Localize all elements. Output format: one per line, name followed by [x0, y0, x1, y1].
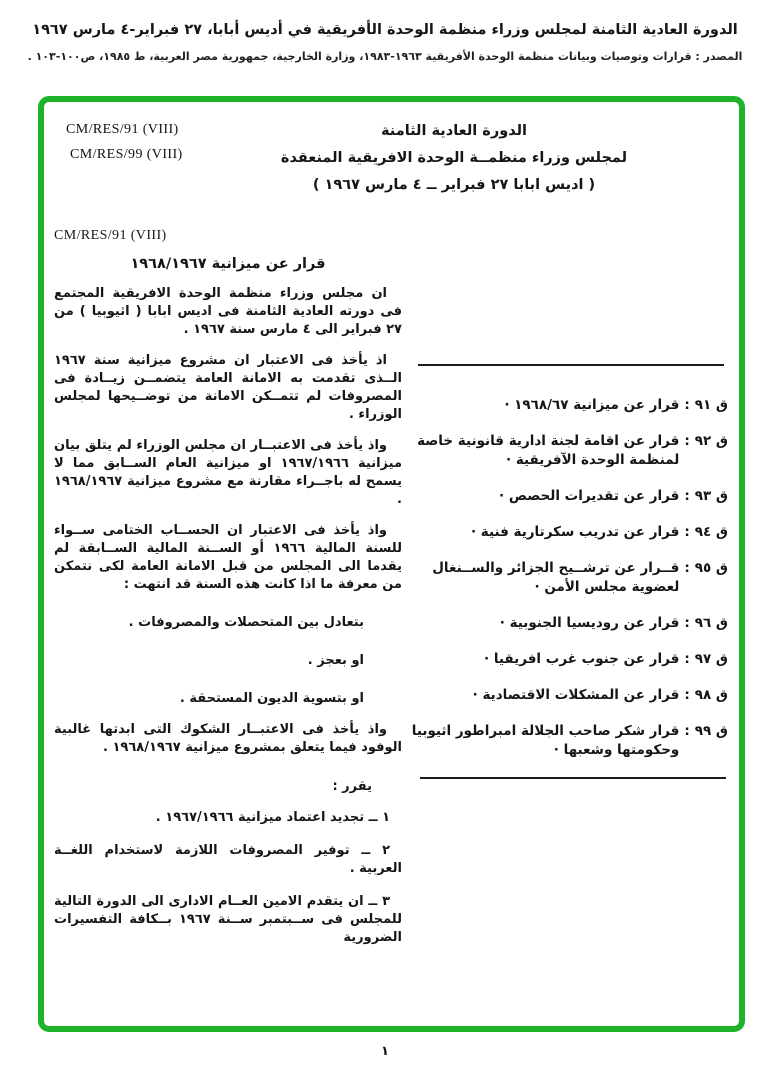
index-item-number: ق ٩٢ — [694, 433, 728, 449]
index-item-number: ق ٩٨ — [694, 687, 728, 703]
index-separator: : — [684, 615, 690, 631]
index-item-number: ق ٩٦ — [694, 615, 728, 631]
index-item — [406, 396, 728, 415]
decision-item: ٣ ــ ان يتقدم الامين العــام الادارى الى الدورة التالية للمجلس فى ســبتمبر ســنة ١٩٦٧ بــكافة التفسيرات الضرورية — [54, 894, 402, 945]
session-header-line: الدورة العادية الثامنة لمجلس وزراء منظمة الوحدة الأفريقية في أديس أبابا، ٢٧ فبراير-٤ مارس ١٩٦٧ — [32, 22, 738, 38]
index-separator: : — [684, 397, 690, 413]
index-item-text: قــرار عن ترشــيح الجزائر والســنغال لعضوية مجلس الأمن · — [432, 560, 680, 595]
decision-item: ٢ ــ توفير المصروفات اللازمة لاستخدام اللغــة العربية . — [54, 843, 402, 876]
outcome-item: او بتسوية الديون المستحقة . — [179, 691, 364, 706]
paragraph: واذ يأخذ فى الاعتبار ان الحســاب الختامى ســواء للسنة المالية ١٩٦٦ أو الســنة المالية الســابقة لم يقدما الى المجلس من قبل الامانة العامة لكى نتمكن من معرفة ما اذا كانت هذه السنة قد انتهت : — [54, 523, 402, 592]
doc-title-line-1: الدورة العادية الثامنة — [381, 123, 527, 139]
document-title-block — [269, 118, 639, 199]
reference-cm-res-91: CM/RES/91 (VIII) — [66, 122, 179, 137]
index-item-text: قرار شكر صاحب الجلالة امبراطور اثيوبيا وحكومتها وشعبها · — [411, 723, 680, 758]
index-item-text: قرار عن جنوب غرب افريقيا · — [484, 651, 680, 667]
index-item — [406, 432, 728, 470]
index-separator: : — [684, 651, 690, 667]
index-item-number: ق ٩٣ — [694, 488, 728, 504]
doc-title-line-2: لمجلس وزراء منظمــة الوحدة الافريقية المنعقدة — [280, 150, 628, 166]
index-item — [406, 487, 728, 506]
index-item-number: ق ٩١ — [694, 397, 728, 413]
resolution-heading: قرار عن ميزانية ١٩٦٨/١٩٦٧ — [130, 256, 326, 272]
index-item-text: قرار عن تدريب سكرتارية فنية · — [470, 524, 680, 540]
index-item-text: قرار عن اقامة لجنة ادارية قانونية خاصة لمنظمة الوحدة الآفريقية · — [417, 433, 680, 468]
index-item-number: ق ٩٤ — [694, 524, 728, 540]
index-separator: : — [684, 687, 690, 703]
page-number: ١ — [381, 1044, 389, 1059]
index-item — [406, 686, 728, 705]
paragraph: اذ يأخذ فى الاعتبار ان مشروع ميزانية سنة ١٩٦٧ الــذى تقدمت به الامانة العامة يتضمــن زيــادة فى المصروفات لم تتمــكن الامانة من توضــيحها لمجلس الوزراء . — [54, 353, 402, 422]
index-item-text: قرار عن تقديرات الحصص · — [499, 488, 680, 504]
resolution-body-column — [54, 228, 402, 947]
index-separator: : — [684, 524, 690, 540]
index-item — [406, 523, 728, 542]
outcome-item: او بعجز . — [307, 653, 364, 668]
index-separator: : — [684, 723, 690, 739]
resolutions-index-column — [406, 364, 728, 779]
index-separator: : — [684, 488, 690, 504]
index-separator: : — [684, 560, 690, 576]
index-item-number: ق ٩٧ — [694, 651, 728, 667]
index-bottom-divider — [420, 777, 726, 779]
green-document-frame — [38, 96, 745, 1032]
reference-numbers — [66, 122, 183, 163]
doc-title-line-3: ( اديس ابابا ٢٧ فبراير ــ ٤ مارس ١٩٦٧ ) — [312, 177, 596, 193]
index-item-text: قرار عن المشكلات الاقتصادية · — [472, 687, 680, 703]
source-citation-line: المصدر : قرارات وتوصيات وبيانات منظمة الوحدة الأفريقية ١٩٦٣-١٩٨٣، وزارة الخارجية، جمهورية مصر العربية، ط ١٩٨٥، ص١٠٠-١٠٣ . — [27, 50, 743, 63]
index-item-number: ق ٩٩ — [694, 723, 728, 739]
index-item — [406, 614, 728, 633]
paragraph: واذ يأخذ فى الاعتبــار الشكوك التى ابدتها غالبية الوفود فيما يتعلق بمشروع ميزانية ١٩٦٨/١٩٦٧ . — [54, 722, 402, 755]
reference-cm-res-99: CM/RES/99 (VIII) — [70, 147, 183, 162]
index-separator: : — [684, 433, 690, 449]
index-item — [406, 722, 728, 760]
index-item-text: قرار عن ميزانية ١٩٦٨/٦٧ · — [504, 397, 680, 413]
document-scan-area — [44, 102, 739, 1026]
decision-item: ١ ــ تجديد اعتماد ميزانية ١٩٦٧/١٩٦٦ . — [155, 810, 390, 825]
index-item — [406, 559, 728, 597]
index-item — [406, 650, 728, 669]
paragraph: ان مجلس وزراء منظمة الوحدة الافريقية المجتمع فى دورته العادية الثامنة فى اديس ابابا ( اثيوبيا ) من ٢٧ فبراير الى ٤ مارس سنة ١٩٦٧ . — [54, 286, 402, 337]
index-list — [406, 366, 728, 760]
index-item-text: قرار عن روديسيا الجنوبية · — [499, 615, 680, 631]
resolution-reference: CM/RES/91 (VIII) — [54, 228, 167, 243]
decides-label: يقرر : — [332, 779, 372, 794]
index-item-number: ق ٩٥ — [694, 560, 728, 576]
outcome-item: بتعادل بين المتحصلات والمصروفات . — [128, 615, 364, 630]
paragraph: واذ يأخذ فى الاعتبــار ان مجلس الوزراء لم يتلق بيان ميزانية ١٩٦٧/١٩٦٦ او ميزانية العام الســابق مما لا يسمح له باجــراء مقارنة مع مشروع ميزانية ١٩٦٨/١٩٦٧ . — [54, 438, 402, 507]
